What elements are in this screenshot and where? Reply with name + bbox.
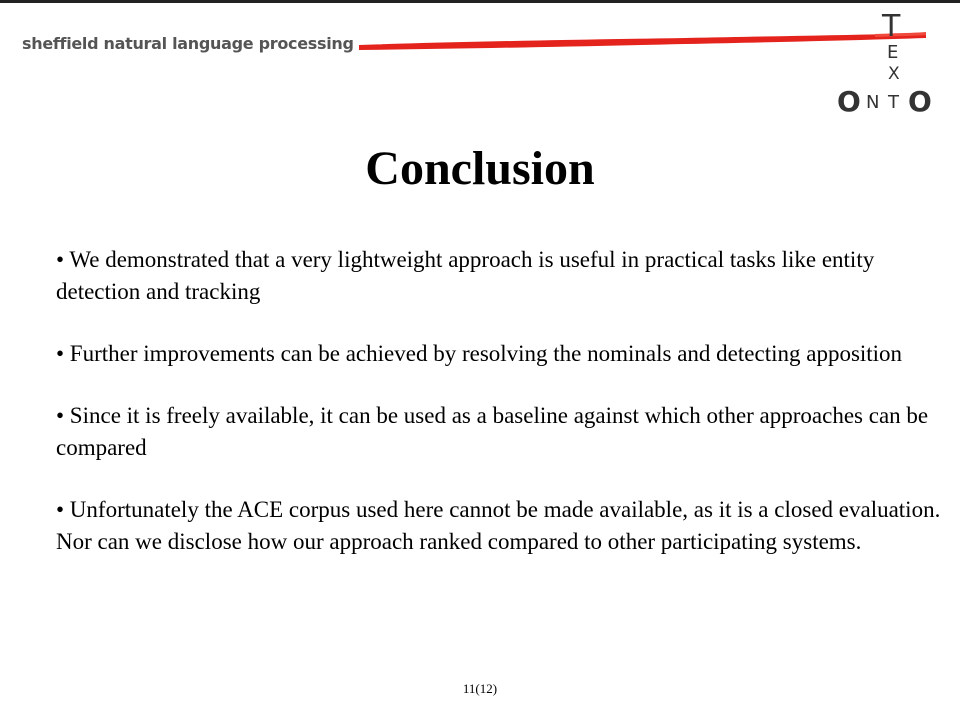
logo-letter-n: N (866, 92, 880, 113)
logo-letter-t2: T (888, 92, 899, 113)
bullet-list (56, 244, 956, 588)
bullet-item: • Further improvements can be achieved by resolving the nominals and detecting apposition (56, 341, 903, 366)
logo-letter-x: X (888, 64, 900, 84)
brand-text: sheffield natural language processing (22, 34, 354, 53)
textonto-logo (832, 10, 942, 120)
logo-letter-o2: O (908, 85, 932, 118)
page-number: 11(12) (462, 681, 498, 696)
logo-letter-o1: O (837, 85, 861, 118)
bullet-item: • Unfortunately the ACE corpus used here cannot be made available, as it is a closed evaluation. Nor can we disclose how our approach ranked compared to other participating systems. (56, 497, 941, 554)
bullet-item: • Since it is freely available, it can be used as a baseline against which other approaches can be compared (56, 403, 929, 460)
slide-title: Conclusion (365, 142, 595, 195)
bullet-item: • We demonstrated that a very lightweight approach is useful in practical tasks like entity detection and tracking (56, 247, 875, 304)
top-rule (0, 0, 960, 3)
logo-letter-t: T (882, 9, 901, 44)
logo-letter-e: E (887, 42, 899, 63)
